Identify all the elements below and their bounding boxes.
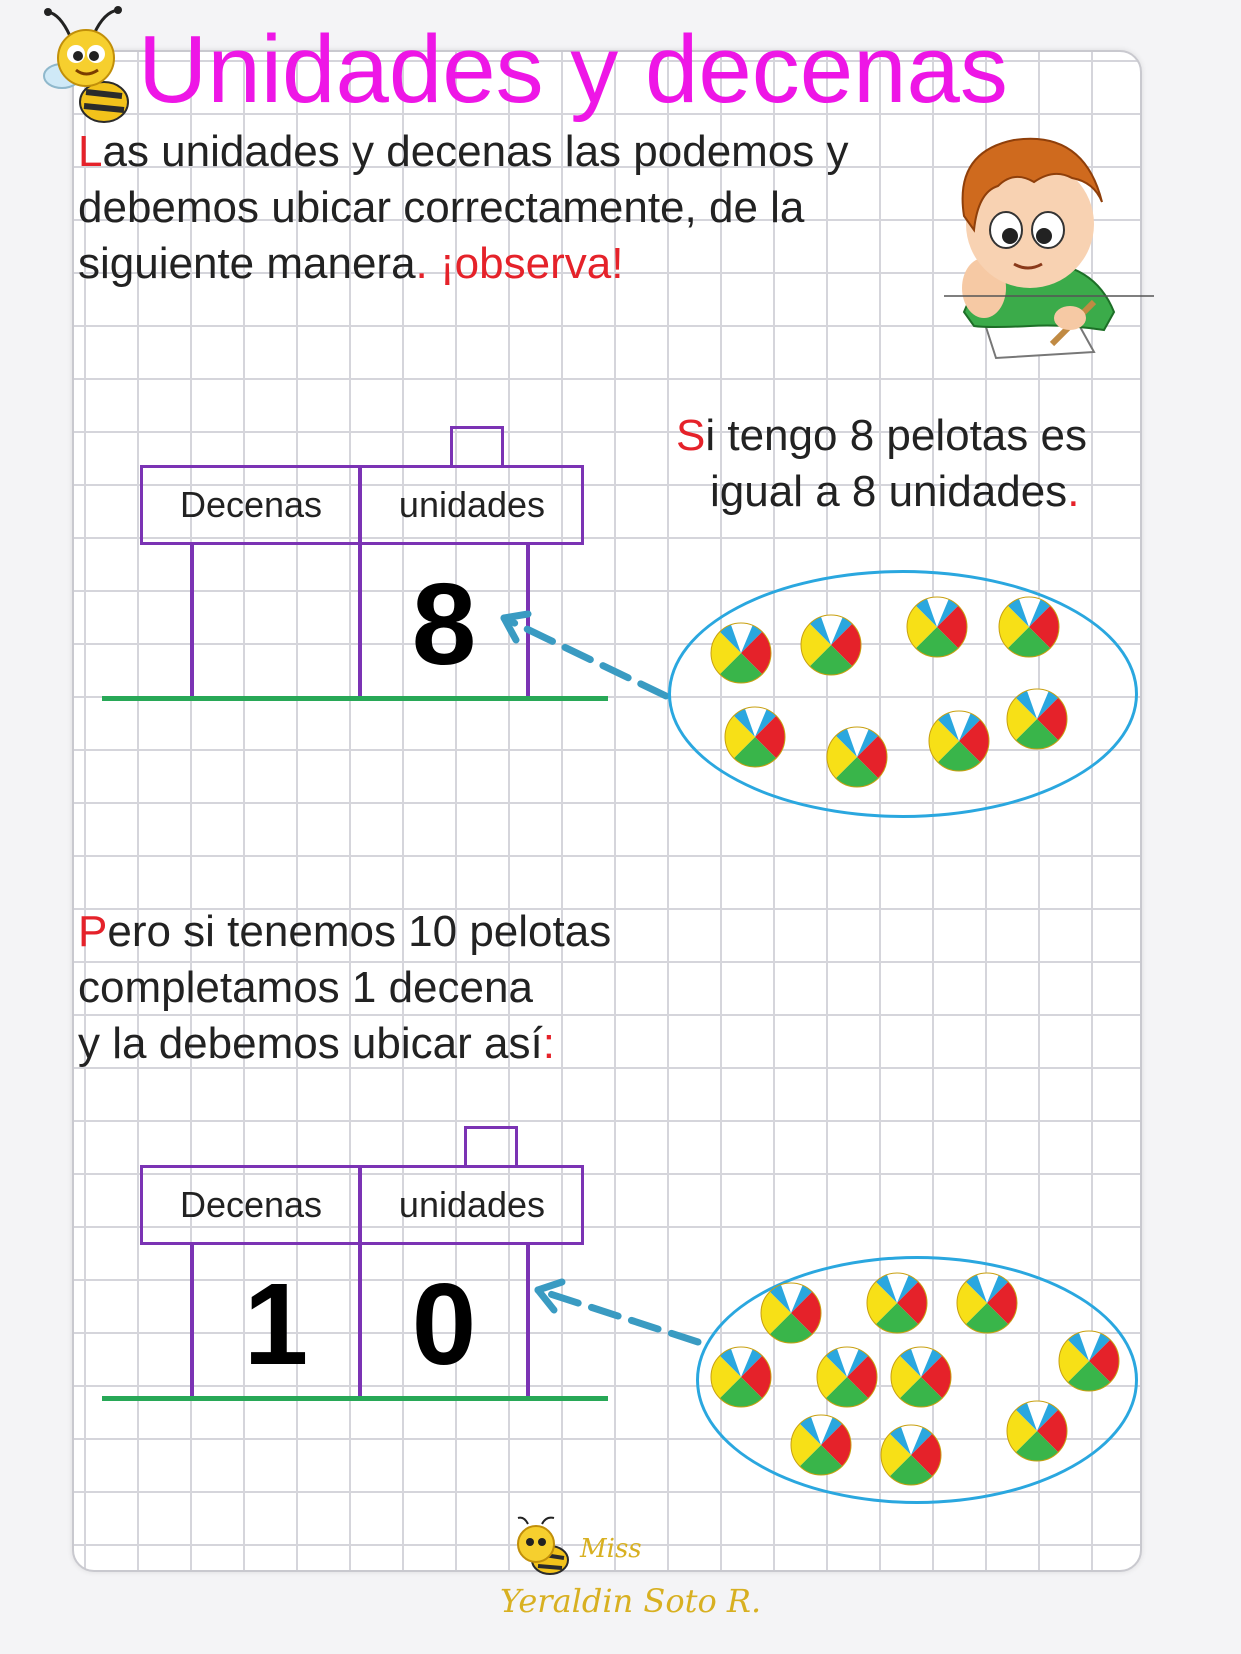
beach-ball-icon (710, 622, 772, 684)
beach-ball-icon (724, 706, 786, 768)
beach-ball-icon (890, 1346, 952, 1408)
intro-line-2: debemos ubicar correctamente, de la (78, 183, 805, 232)
beach-ball-icon (866, 1272, 928, 1334)
middle-drop-letter: P (78, 907, 108, 956)
units-digit: 0 (411, 1259, 477, 1389)
beach-ball-icon (880, 1424, 942, 1486)
beach-ball-icon (998, 596, 1060, 658)
middle-line-3-text: y la debemos ubicar así (78, 1019, 543, 1068)
boy-writing-illustration (944, 112, 1154, 372)
beach-ball-icon (790, 1414, 852, 1476)
middle-line-2: completamos 1 decena (78, 963, 533, 1012)
beach-ball-icon (816, 1346, 878, 1408)
beach-ball-icon (928, 710, 990, 772)
beach-ball-icon (956, 1272, 1018, 1334)
middle-line-1 (78, 904, 611, 960)
middle-colon: : (542, 1019, 555, 1068)
intro-line-3 (78, 236, 849, 292)
middle-paragraph (78, 904, 611, 1072)
intro-drop-letter: L (78, 127, 103, 176)
intro-paragraph (78, 124, 849, 292)
place-value-left-post (190, 545, 194, 698)
beach-ball-icon (906, 596, 968, 658)
bee-logo-icon (510, 1516, 574, 1578)
example-1-line-2-text: igual a 8 unidades (710, 467, 1068, 516)
arrow-icon (520, 1270, 710, 1350)
tens-label: Decenas (179, 1184, 323, 1225)
arrow-icon (490, 600, 680, 710)
place-value-roof (464, 1126, 518, 1168)
beach-ball-icon (1058, 1330, 1120, 1392)
bee-mascot-icon (40, 6, 136, 130)
units-label: unidades (398, 1184, 546, 1225)
observe-callout: ¡observa! (427, 239, 624, 288)
place-value-roof (450, 426, 504, 468)
beach-ball-icon (710, 1346, 772, 1408)
beach-ball-icon (826, 726, 888, 788)
example-1-dot: . (1067, 467, 1080, 516)
beach-ball-icon (760, 1282, 822, 1344)
example-1-line-1-text: i tengo 8 pelotas es (705, 411, 1087, 460)
intro-dot: . (415, 239, 428, 288)
units-label: unidades (398, 484, 546, 525)
tens-digit: 1 (243, 1259, 309, 1389)
example-1-line-1 (676, 408, 1087, 464)
intro-line-3-text: siguiente manera (78, 239, 416, 288)
example-1-line-2 (676, 464, 1087, 520)
footer-miss: Miss (580, 1534, 642, 1564)
tens-label: Decenas (179, 484, 323, 525)
beach-ball-icon (800, 614, 862, 676)
ground-line (102, 1396, 608, 1401)
units-digit: 8 (411, 559, 477, 689)
intro-line-1-text: as unidades y decenas las podemos y (102, 127, 849, 176)
middle-line-1-text: ero si tenemos 10 pelotas (107, 907, 612, 956)
beach-ball-icon (1006, 1400, 1068, 1462)
intro-line-1 (78, 124, 849, 180)
example-1-drop-letter: S (676, 411, 706, 460)
footer-signature-name: Yeraldin Soto R. (500, 1582, 762, 1620)
middle-line-3 (78, 1016, 611, 1072)
beach-ball-icon (1006, 688, 1068, 750)
example-1-caption (676, 408, 1087, 520)
page-title: Unidades y decenas (138, 16, 1008, 123)
